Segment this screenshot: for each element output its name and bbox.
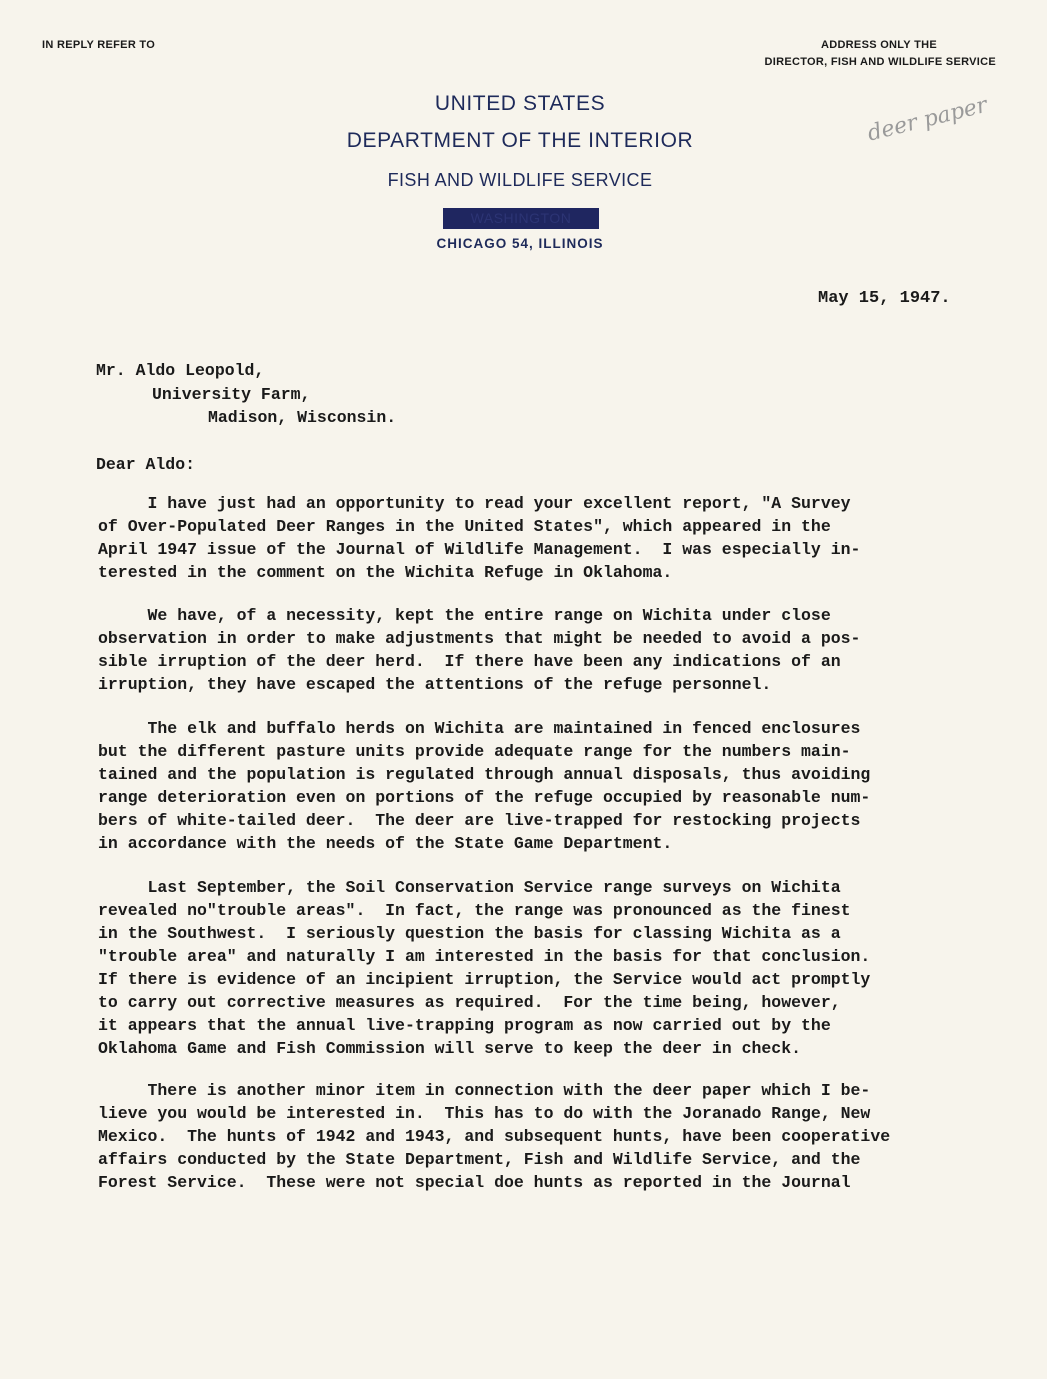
paragraph-line: but the different pasture units provide adequate range for the numbers main- [98,742,851,761]
paragraph-line: sible irruption of the deer herd. If there have been any indications of an [98,652,841,671]
paragraph-line: Mexico. The hunts of 1942 and 1943, and subsequent hunts, have been cooperative [98,1127,891,1146]
paragraph-line: affairs conducted by the State Department, Fish and Wildlife Service, and the [98,1150,861,1169]
paragraph-line: it appears that the annual live-trapping program as now carried out by the [98,1016,831,1035]
address-only-label: ADDRESS ONLY THE [820,39,937,51]
body-paragraph [98,1079,998,1194]
paragraph-line: "trouble area" and naturally I am interested in the basis for that conclusion. [98,947,871,966]
paragraph-line: of Over-Populated Deer Ranges in the United States", which appeared in the [98,517,831,536]
paragraph-line: revealed no"trouble areas". In fact, the range was pronounced as the finest [98,901,851,920]
recipient-address-line: University Farm, [152,385,311,404]
paragraph-line: I have just had an opportunity to read your excellent report, "A Survey [98,494,851,513]
paragraph-line: bers of white-tailed deer. The deer are live-trapped for restocking projects [98,811,861,830]
body-paragraph [98,717,998,855]
paragraph-line: range deterioration even on portions of the refuge occupied by reasonable num- [98,788,871,807]
paragraph-line: There is another minor item in connection with the deer paper which I be- [98,1081,871,1100]
paragraph-line: in accordance with the needs of the State Game Department. [98,834,673,853]
paragraph-line: to carry out corrective measures as required. For the time being, however, [98,993,841,1012]
paragraph-line: If there is evidence of an incipient irruption, the Service would act promptly [98,970,871,989]
letterhead-location: CHICAGO 54, ILLINOIS [436,236,604,251]
recipient-address-line: Madison, Wisconsin. [208,408,397,427]
letterhead-united-states: UNITED STATES [434,92,606,115]
salutation: Dear Aldo: [96,455,196,474]
letter-date: May 15, 1947. [818,289,951,308]
paragraph-line: terested in the comment on the Wichita Refuge in Oklahoma. [98,563,673,582]
address-director-label: DIRECTOR, FISH AND WILDLIFE SERVICE [764,56,996,68]
handwritten-annotation: deer paper [864,92,990,147]
paragraph-line: The elk and buffalo herds on Wichita are maintained in fenced enclosures [98,719,861,738]
letterhead-department: DEPARTMENT OF THE INTERIOR [346,129,694,152]
paragraph-line: lieve you would be interested in. This has to do with the Joranado Range, New [98,1104,871,1123]
body-paragraph [98,876,998,1060]
body-paragraph [98,492,998,584]
paragraph-line: We have, of a necessity, kept the entire range on Wichita under close [98,606,831,625]
paragraph-line: Oklahoma Game and Fish Commission will serve to keep the deer in check. [98,1039,802,1058]
paragraph-line: tained and the population is regulated through annual disposals, thus avoiding [98,765,871,784]
paragraph-line: observation in order to make adjustments that might be needed to avoid a pos- [98,629,861,648]
paragraph-line: Forest Service. These were not special doe hunts as reported in the Journal [98,1173,851,1192]
letterhead-service: FISH AND WILDLIFE SERVICE [387,170,653,190]
reply-refer-label: IN REPLY REFER TO [42,39,156,51]
body-paragraph [98,604,998,696]
paragraph-line: Last September, the Soil Conservation Service range surveys on Wichita [98,878,841,897]
struck-out-washington: WASHINGTON [443,208,599,229]
paragraph-line: April 1947 issue of the Journal of Wildlife Management. I was especially in- [98,540,861,559]
paragraph-line: in the Southwest. I seriously question the basis for classing Wichita as a [98,924,841,943]
recipient-name: Mr. Aldo Leopold, [96,361,265,380]
paragraph-line: irruption, they have escaped the attentions of the refuge personnel. [98,675,772,694]
